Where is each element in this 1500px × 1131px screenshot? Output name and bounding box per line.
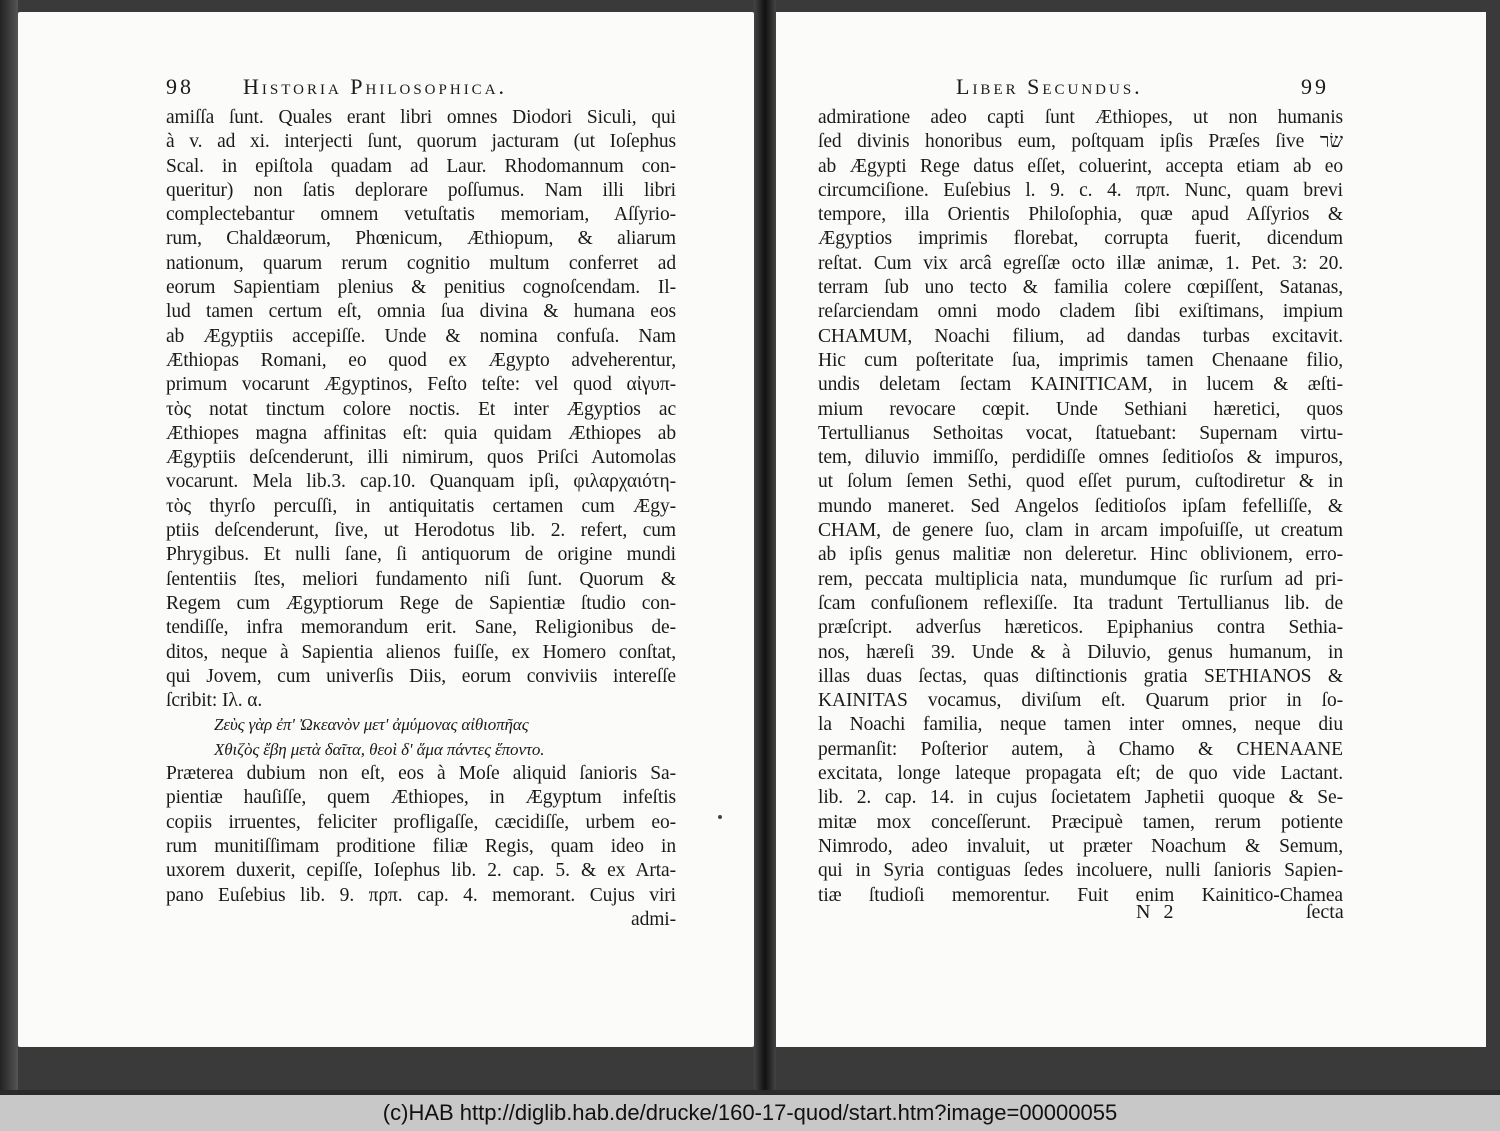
text-line: pano Euſebius lib. 9. πρπ. cap. 4. memorant. Cujus viri	[166, 884, 676, 906]
copyright-caption: (c)HAB http://diglib.hab.de/drucke/160-17-quod/start.htm?image=00000055	[0, 1095, 1500, 1131]
text-line: Scal. in epiſtola quadam ad Laur. Rhodomannum con-	[166, 155, 676, 177]
text-line: reſarciendam omni modo cladem ſibi exiſtimans, impium	[818, 301, 1343, 323]
text-line: lib. 2. cap. 14. in cujus ſocietatem Japhetii quoque & Se-	[818, 787, 1343, 809]
text-line: Æthiopas Romani, eo quod ex Ægypto adveherentur,	[166, 349, 676, 371]
book-gutter	[754, 0, 776, 1090]
text-line: mitæ mox conceſſerunt. Præcipuè tamen, rerum potiente	[818, 811, 1343, 833]
text-line: qui Jovem, cum univerſis Diis, eorum conviviis intereſſe	[166, 665, 676, 687]
text-line: ſententiis ſtes, meliori fundamento niſi ſunt. Quorum &	[166, 568, 676, 590]
text-line: uxorem duxerit, cepiſſe, Ioſephus lib. 2. cap. 5. & ex Arta-	[166, 860, 676, 882]
text-line: lud tamen certum eſt, omnia ſua divina & humana eos	[166, 301, 676, 323]
catchword: ſecta	[1306, 901, 1344, 923]
text-line: Ζεὺς γὰρ ἐπ' Ὠκεανὸν μετ' ἀμύμονας αἰθιοπῆας	[214, 715, 529, 735]
text-line: pientiæ hauſiſſe, quem Æthiopes, in Ægyptum infeſtis	[166, 787, 676, 809]
text-line: queritur) non ſatis deplorare poſſumus. Nam illi libri	[166, 179, 676, 201]
text-line: permanſit: Poſterior autem, à Chamo & CHENAANE	[818, 738, 1343, 760]
text-line: rum munitiſſimam proditione filiæ Regis, quam ideo in	[166, 835, 676, 857]
text-line: τὸς notat tinctum colore noctis. Et inter Ægyptios ac	[166, 398, 676, 420]
text-line: Ægyptios imprimis florebat, corrupta fuerit, dicendum	[818, 228, 1343, 250]
text-line: complectebantur omnem vetuſtatis memoriam, Aſſyrio-	[166, 204, 676, 226]
text-line: terram ſub uno tecto & familia colere cœpiſſent, Satanas,	[818, 277, 1343, 299]
text-line: illas duas ſectas, quas diſtinctionis gratia SETHIANOS &	[818, 665, 1343, 687]
text-line: tempore, illa Orientis Philoſophia, quæ apud Aſſyrios &	[818, 204, 1343, 226]
text-line: CHAM, de genere ſuo, clam in arcam impoſuiſſe, ut creatum	[818, 520, 1343, 542]
right-page-number: 99	[1301, 74, 1329, 99]
text-line: Tertullianus Sethoitas vocat, ſtatuebant: Supernam virtu-	[818, 422, 1343, 444]
right-running-title: Liber Secundus.	[956, 74, 1143, 99]
text-line: nationum, quarum rerum cognitio multum conferret ad	[166, 252, 676, 274]
text-line: rum, Chaldæorum, Phœnicum, Æthiopum, & aliarum	[166, 228, 676, 250]
text-line: τὸς thyrſo percuſſi, in antiquitatis certamen cum Ægy-	[166, 495, 676, 517]
text-line: undis deletam ſectam KAINITICAM, in lucem & æſti-	[818, 374, 1343, 396]
text-line: ab Ægypti Rege datus eſſet, coluerint, accepta etiam ab eo	[818, 155, 1343, 177]
text-line: mundo maneret. Sed Angelos ſeditioſos ipſam fefelliſſe, &	[818, 495, 1343, 517]
text-line: circumciſione. Euſebius l. 9. c. 4. πρπ. Nunc, quam brevi	[818, 179, 1343, 201]
left-page	[18, 12, 754, 1047]
text-line: ab ipſis genus malitiæ non deleretur. Hinc oblivionem, erro-	[818, 544, 1343, 566]
text-line: Phrygibus. Et nulli ſane, ſi antiquorum de origine mundi	[166, 544, 676, 566]
text-line: tendiſſe, infra memorandum erit. Sane, Religionibus de-	[166, 617, 676, 639]
text-line: ptiis deſcenderunt, ſive, ut Herodotus lib. 2. refert, cum	[166, 520, 676, 542]
text-line: Regem cum Ægyptiorum Rege de Sapientiæ ſtudio con-	[166, 592, 676, 614]
text-line: Nimrodo, adeo invaluit, ut præter Noachum & Semum,	[818, 835, 1343, 857]
text-line: qui in Syria contiguas ſedes incoluere, nulli ſanioris Sapien-	[818, 860, 1343, 882]
text-line: primum vocarunt Ægyptinos, Feſto teſte: vel quod αἰγυπ-	[166, 374, 676, 396]
text-line: KAINITAS vocamus, diviſum eſt. Quarum prior in ſo-	[818, 690, 1343, 712]
text-line: ut ſolum ſemen Sethi, quod eſſet purum, cuſtodiretur & in	[818, 471, 1343, 493]
left-running-title: Historia Philosophica.	[243, 74, 508, 99]
left-body-text	[166, 106, 676, 932]
text-line: tiæ ſtudioſi memorentur. Fuit enim Kainitico-Chamea	[818, 884, 1343, 906]
text-line: à v. ad xi. interjecti ſunt, quorum jacturam (ut Ioſephus	[166, 131, 676, 153]
text-line: ab Ægyptiis accepiſſe. Unde & nomina confuſa. Nam	[166, 325, 676, 347]
text-line: Hic cum poſteritate ſua, imprimis tamen Chenaane filio,	[818, 349, 1343, 371]
left-edge-shadow	[0, 0, 18, 1090]
text-line: Χθιζὸς ἔβη μετὰ δαῖτα, θεοὶ δ' ἅμα πάντες ἕποντο.	[214, 739, 545, 759]
text-line: excitata, longe lateque propagata eſt; de quo vide Lactant.	[818, 763, 1343, 785]
text-line: nos, hæreſi 39. Unde & à Diluvio, genus humanum, in	[818, 641, 1343, 663]
text-line: copiis irruentes, feliciter profligaſſe, cæcidiſſe, urbem eo-	[166, 811, 676, 833]
text-line: Æthiopes magna affinitas eſt: quia quidam Æthiopes ab	[166, 422, 676, 444]
signature-mark: N 2	[1136, 901, 1178, 923]
text-line: rem, peccata multiplicia nata, mundumque ſic rurſum ad pri-	[818, 568, 1343, 590]
left-page-number: 98	[166, 74, 194, 99]
text-line: la Noachi familia, neque tamen inter omnes, neque diu	[818, 714, 1343, 736]
right-running-head	[776, 70, 1486, 104]
text-line: reſtat. Cum vix arcâ egreſſæ octo illæ animæ, 1. Pet. 3: 20.	[818, 252, 1343, 274]
text-line: tem, diluvio immiſſo, perdidiſſe omnes ſeditioſos & impuros,	[818, 447, 1343, 469]
text-line: CHAMUM, Noachi filium, ad dandas turbas excitavit.	[818, 325, 1343, 347]
left-running-head	[18, 70, 754, 104]
text-line: vocarunt. Mela lib.3. cap.10. Quanquam ipſi, φιλαρχαιότη-	[166, 471, 676, 493]
text-line: eorum Sapientiam plenius & penitius cognoſcendam. Il-	[166, 277, 676, 299]
text-line: Ægyptiis deſcenderunt, illi nimirum, quos Priſci Automolas	[166, 447, 676, 469]
text-line: ſcribit: Ιλ. α.	[166, 690, 263, 712]
text-line: mium revocare cœpit. Unde Sethiani hæretici, quos	[818, 398, 1343, 420]
text-line: præſcript. adverſus hæreticos. Epiphanius contra Sethia-	[818, 617, 1343, 639]
text-line: admi-	[631, 908, 676, 930]
text-line: ditos, neque à Sapientia alienos fuiſſe, ex Homero conſtat,	[166, 641, 676, 663]
right-page	[776, 12, 1486, 1047]
text-line: admiratione adeo capti ſunt Æthiopes, ut non humanis	[818, 107, 1343, 128]
scan-speck	[718, 815, 722, 819]
text-line: Præterea dubium non eſt, eos à Moſe aliquid ſanioris Sa-	[166, 763, 676, 785]
text-line: ſcam confuſionem reflexiſſe. Ita tradunt Tertullianus lib. de	[818, 592, 1343, 614]
text-line: amiſſa ſunt. Quales erant libri omnes Diodori Siculi, qui	[166, 107, 676, 128]
text-line: ſed divinis honoribus eum, poſtquam ipſis Præſes ſive שׂר	[818, 131, 1343, 153]
right-body-text	[818, 106, 1343, 908]
